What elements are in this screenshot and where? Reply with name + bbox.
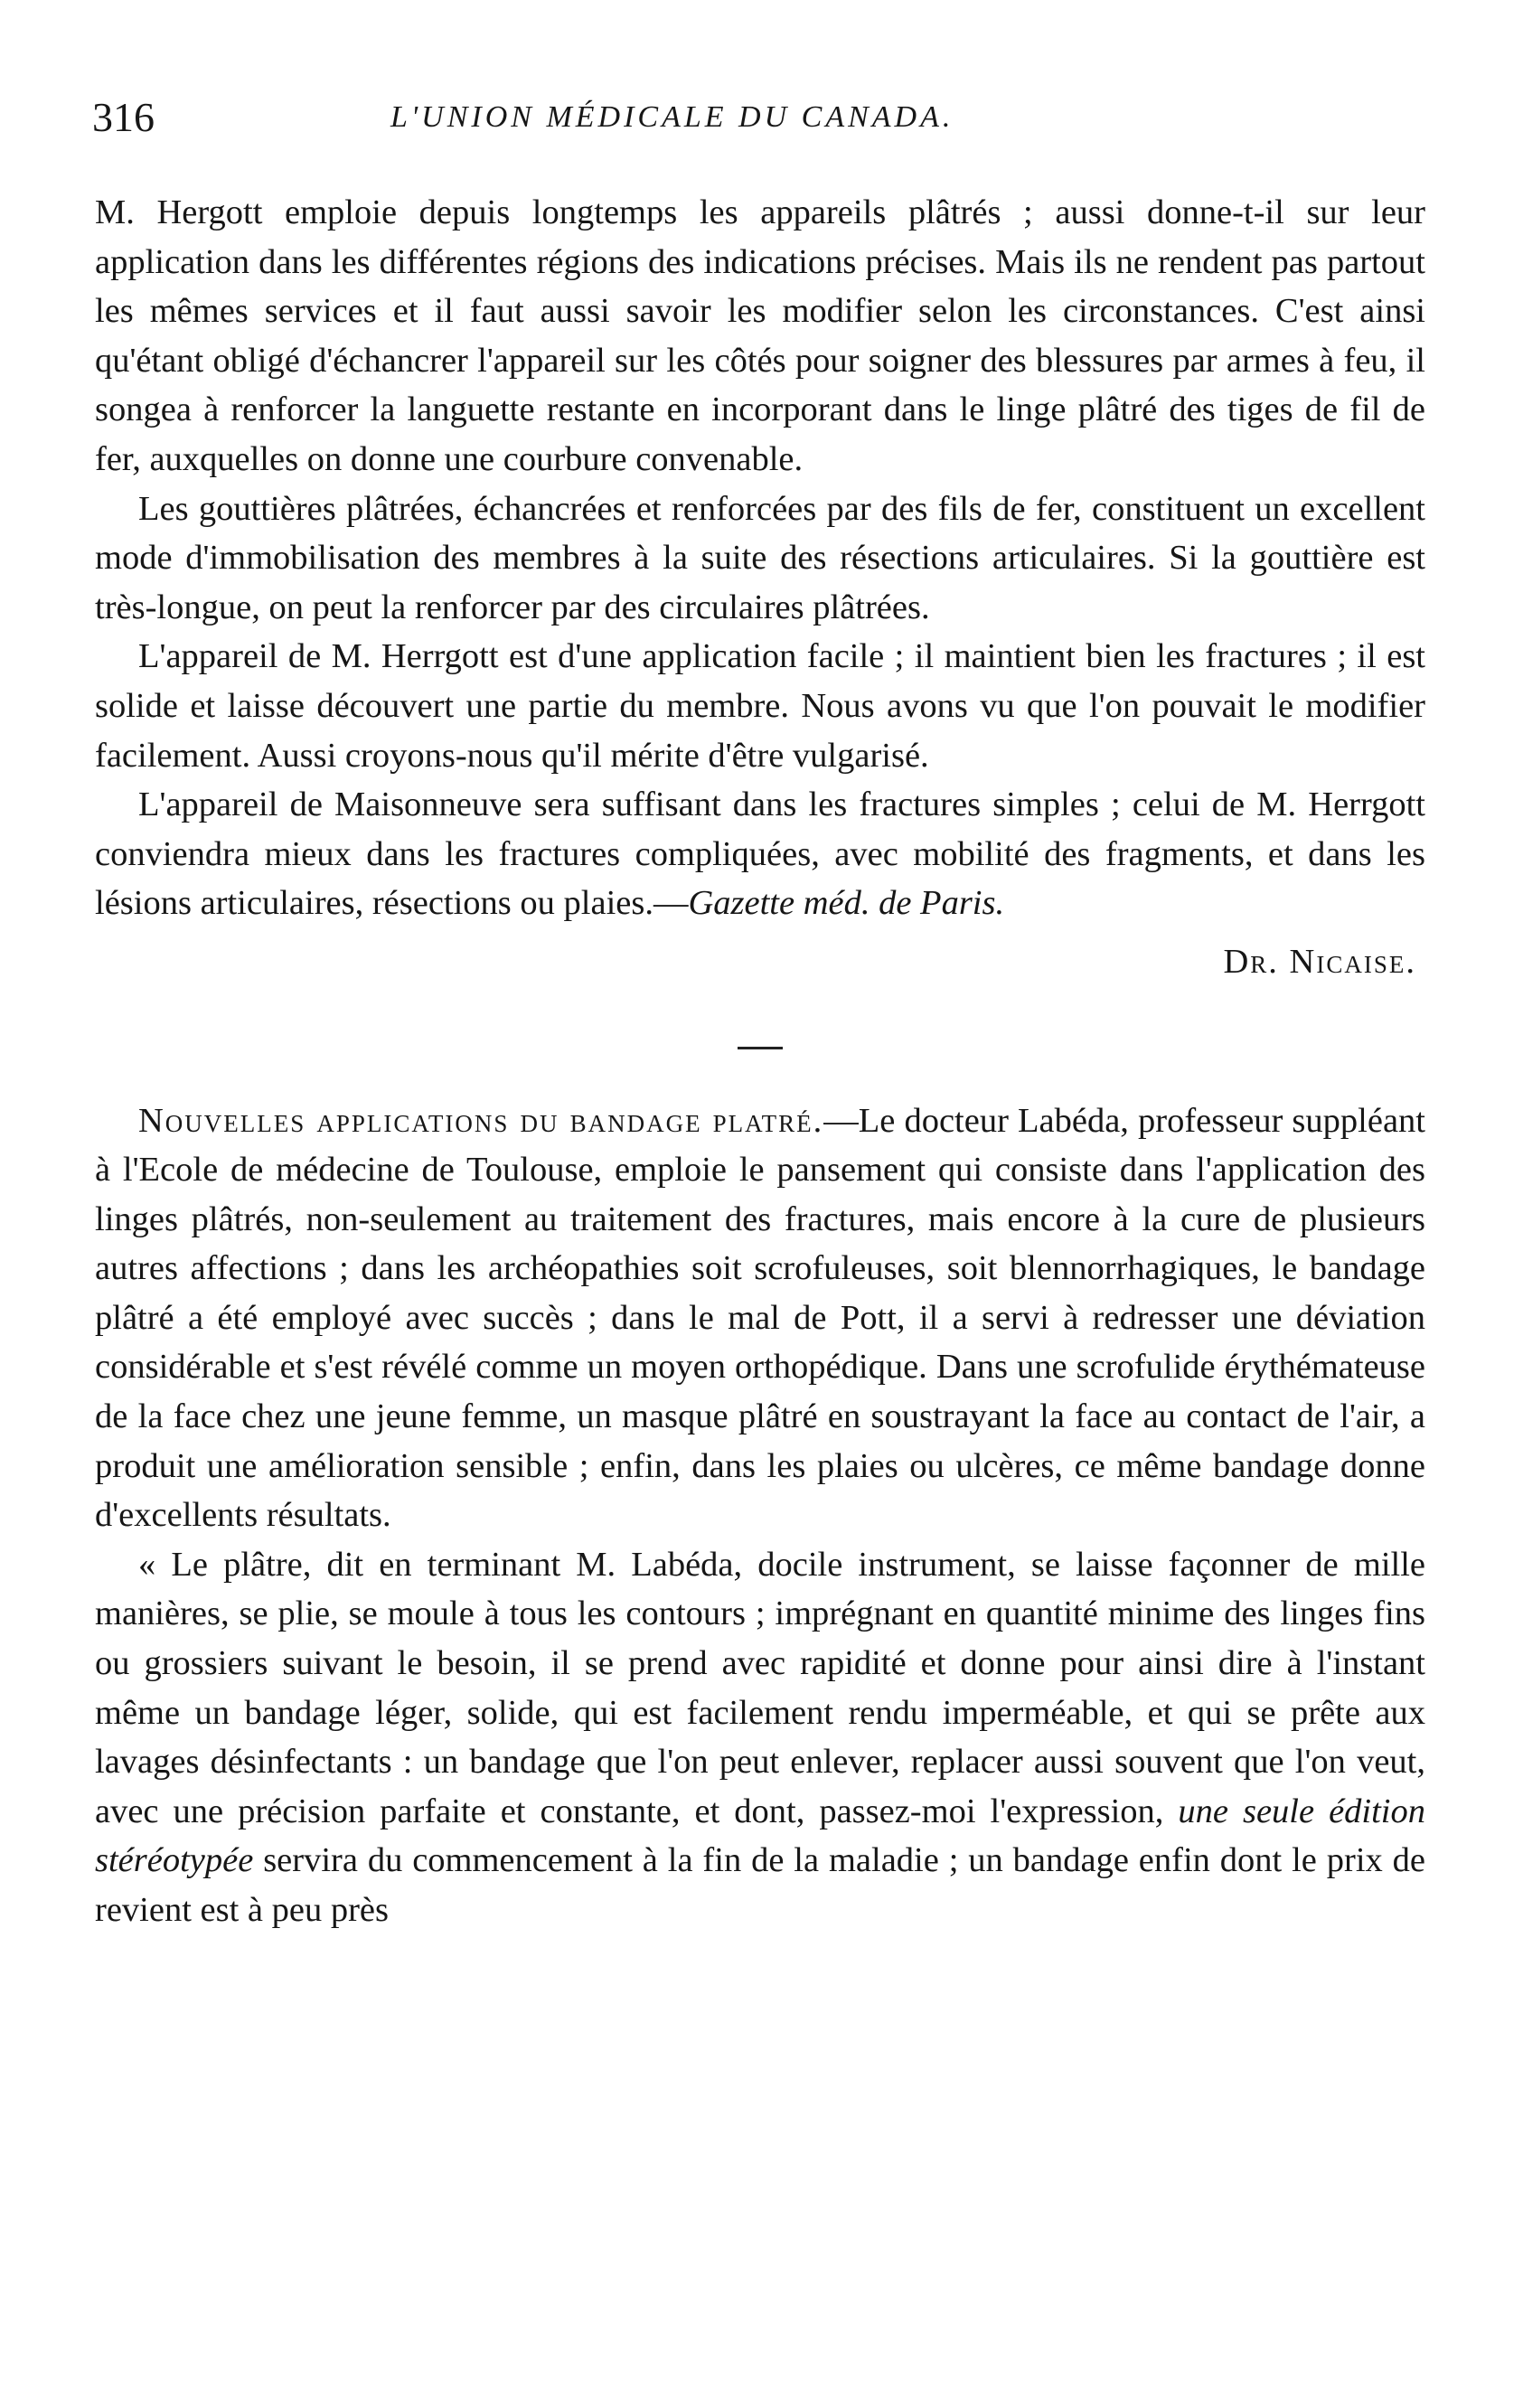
body-text	[95, 188, 1425, 1935]
article2-paragraph-1-text: —Le docteur Labéda, professeur suppléant à l'Ecole de médecine de Toulouse, emploie le pansement qui consiste dans l'application des linges plâtrés, non-seulement au traitement des fractures, mais encore à la cure de plusieurs autres affections ; dans les archéopathies soit scrofuleuses, soit blennorrhagiques, le bandage plâtré a été employé avec succès ; dans le mal de Pott, il a servi à redresser une déviation considérable et s'est révélé comme un moyen orthopédique. Dans une scrofulide érythémateuse de la face chez une jeune femme, un masque plâtré en soustrayant la face au contact de l'air, a produit une amélioration sensible ; enfin, dans les plaies ou ulcères, ce même bandage donne d'excellents résultats.	[95, 1101, 1425, 1535]
section-separator	[738, 1047, 783, 1049]
page-header	[92, 90, 1430, 145]
article2-paragraph-2	[95, 1540, 1425, 1935]
article1-paragraph-4	[95, 780, 1425, 928]
article1-paragraph-1: M. Hergott emploie depuis longtemps les appareils plâtrés ; aussi donne-t-il sur leur application dans les différentes régions des indications précises. Mais ils ne rendent pas partout les mêmes services et il faut aussi savoir les modifier selon les circonstances. C'est ainsi qu'étant obligé d'échancrer l'appareil sur les côtés pour soigner des blessures par armes à feu, il songea à renforcer la languette restante en incorporant dans le linge plâtré des tiges de fil de fer, auxquelles on donne une courbure convenable.	[95, 193, 1425, 478]
article2-heading: Nouvelles applications du bandage platré.	[138, 1101, 824, 1140]
article2-paragraph-1	[95, 1096, 1425, 1540]
page-number: 316	[92, 94, 155, 140]
article1-paragraph-2: Les gouttières plâtrées, échancrées et renforcées par des fils de fer, constituent un excellent mode d'immobilisation des membres à la suite des résections articulaires. Si la gouttière est très-longue, on peut la renforcer par des circulaires plâtrées.	[95, 489, 1425, 626]
article2-paragraph-2-text-a: « Le plâtre, dit en terminant M. Labéda, docile instrument, se laisse façonner de mille manières, se plie, se moule à tous les contours ; imprégnant en quantité minime des linges fins ou grossiers suivant le besoin, il se prend avec rapidité et donne pour ainsi dire à l'instant même un bandage léger, solide, qui est facilement rendu imperméable, et qui se prête aux lavages désinfectants : un bandage que l'on peut enlever, replacer aussi souvent que l'on veut, avec une précision parfaite et constante, et dont, passez-moi l'expression,	[95, 1545, 1425, 1830]
article1-paragraph-3: L'appareil de M. Herrgott est d'une application facile ; il maintient bien les fractures ; il est solide et laisse découvert une partie du membre. Nous avons vu que l'on pouvait le modifier facilement. Aussi croyons-nous qu'il mérite d'être vulgarisé.	[95, 637, 1425, 775]
author-signature: Dr. Nicaise.	[1223, 942, 1416, 981]
source-citation: Gazette méd. de Paris.	[688, 884, 1005, 923]
article2-italic-phrase: une seule édition stéréotypée	[95, 1792, 1425, 1880]
article1-paragraph-4-text: L'appareil de Maisonneuve sera suffisant dans les fractures simples ; celui de M. Herrgott conviendra mieux dans les fractures compliquées, avec mobilité des fragments, et dans les lésions articulaires, résections ou plaies.—	[95, 785, 1425, 923]
running-title: L'UNION MÉDICALE DU CANADA.	[390, 100, 954, 134]
article2-paragraph-2-text-b: servira du commencement à la fin de la maladie ; un bandage enfin dont le prix de revient est à peu près	[95, 1841, 1425, 1929]
